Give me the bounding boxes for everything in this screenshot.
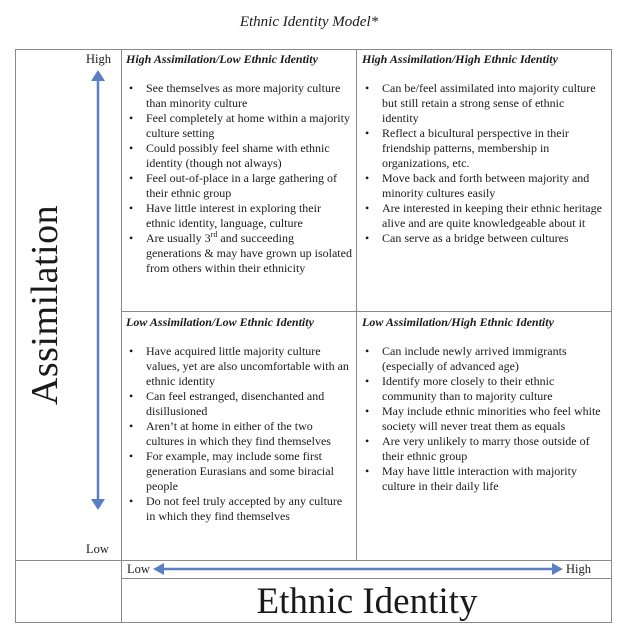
list-item: • Aren’t at home in either of the two cultures in which they find themselves [146,419,352,449]
list-item: • Reflect a bicultural perspective in their friendship patterns, membership in organizations, etc. [382,126,602,171]
list-item: • May have little interaction with majority culture in their daily life [382,464,602,494]
list-item: • Can feel estranged, disenchanted and disillusioned [146,389,352,419]
quadrant-low-assimilation-high-ethnic [362,315,602,494]
list-item: • Are very unlikely to marry those outside of their ethnic group [382,434,602,464]
quadrant-list [126,344,352,524]
list-item: • See themselves as more majority culture than minority culture [146,81,352,111]
list-item: • Feel completely at home within a majority culture setting [146,111,352,141]
list-item: • Move back and forth between majority and minority cultures easily [382,171,602,201]
grid-line-middle [121,311,612,312]
diagram-title: Ethnic Identity Model* [239,14,379,30]
y-axis-low-label: Low [86,542,109,556]
quadrant-title: Low Assimilation/Low Ethnic Identity [126,315,314,329]
quadrant-title: High Assimilation/High Ethnic Identity [362,52,558,66]
y-axis-arrow-icon [88,70,108,510]
quadrant-list [362,81,602,246]
list-item: • Have acquired little majority culture values, yet are also uncomfortable with an ethnic identity [146,344,352,389]
grid-line-left [121,49,122,623]
quadrant-list [126,81,352,276]
quadrant-high-assimilation-low-ethnic [126,52,352,276]
quadrant-high-assimilation-high-ethnic [362,52,602,246]
quadrant-low-assimilation-low-ethnic [126,315,352,524]
list-item: • For example, may include some first generation Eurasians and some biracial people [146,449,352,494]
quadrant-title: High Assimilation/Low Ethnic Identity [126,52,318,66]
list-item: • Can serve as a bridge between cultures [382,231,602,246]
list-item: • Can include newly arrived immigrants (especially of advanced age) [382,344,602,374]
list-item: • Do not feel truly accepted by any culture in which they find themselves [146,494,352,524]
list-item: • Can be/feel assimilated into majority culture but still retain a strong sense of ethnic identity [382,81,602,126]
quadrant-list [362,344,602,494]
superscript-text: rd [210,230,218,239]
list-item: • Feel out-of-place in a large gathering of their ethnic group [146,171,352,201]
list-item: • May include ethnic minorities who feel white society will never treat them as equals [382,404,602,434]
list-item: • Could possibly feel shame with ethnic identity (though not always) [146,141,352,171]
y-axis-high-label: High [86,52,111,66]
grid-line-center [356,49,357,560]
y-axis-label: Assimilation [24,204,66,406]
x-axis-arrow-icon [153,561,563,577]
list-item: • Identify more closely to their ethnic community than to majority culture [382,374,602,404]
x-axis-high-label: High [566,562,591,576]
list-item-text: Are usually 3 [146,231,211,245]
x-axis-label: Ethnic Identity [256,581,478,622]
x-axis-low-label: Low [127,562,150,576]
list-item: • Have little interest in exploring their ethnic identity, language, culture [146,201,352,231]
quadrant-title: Low Assimilation/High Ethnic Identity [362,315,554,329]
list-item: • Are interested in keeping their ethnic heritage alive and are quite knowledgeable about it [382,201,602,231]
list-item [146,231,352,276]
list-item-text: and succeeding generations & may have grown up isolated from others within their ethnicity [146,231,352,275]
grid-line-xaxis [121,578,612,579]
